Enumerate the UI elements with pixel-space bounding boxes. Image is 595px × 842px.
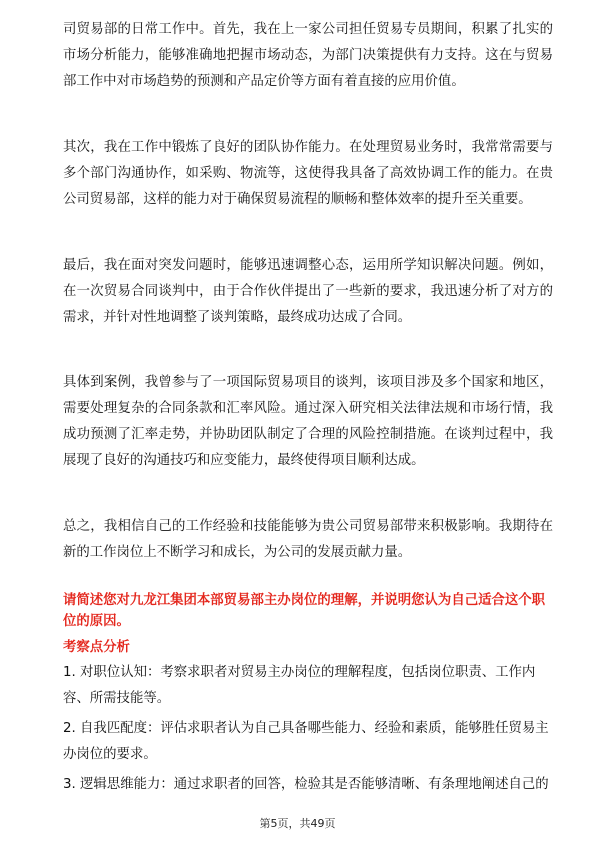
analysis-item-1: 1. 对职位认知：考察求职者对贸易主办岗位的理解程度，包括岗位职责、工作内容、所需技能等。 [63,665,536,706]
paragraph-5: 总之，我相信自己的工作经验和技能能够为贵公司贸易部带来积极影响。我期待在新的工作岗位上不断学习和成长，为公司的发展贡献力量。 [63,519,553,560]
paragraph-2: 其次，我在工作中锻炼了良好的团队协作能力。在处理贸易业务时，我常常需要与多个部门沟通协作，如采购、物流等，这使得我具备了高效协调工作的能力。在贵公司贸易部，这样的能力对于确保贸易流程的顺畅和整体效率的提升至关重要。 [63,140,553,207]
paragraph-3: 最后，我在面对突发问题时，能够迅速调整心态，运用所学知识解决问题。例如，在一次贸易合同谈判中，由于合作伙伴提出了一些新的要求，我迅速分析了对方的需求，并针对性地调整了谈判策略，最终成功达成了合同。 [63,258,553,325]
paragraph-1: 司贸易部的日常工作中。首先，我在上一家公司担任贸易专员期间，积累了扎实的市场分析能力，能够准确地把握市场动态，为部门决策提供有力支持。这在与贸易部工作中对市场趋势的预测和产品定价等方面有着直接的应用价值。 [63,22,553,89]
analysis-title: 考察点分析 [63,640,130,655]
analysis-item-3: 3. 逻辑思维能力：通过求职者的回答，检验其是否能够清晰、有条理地阐述自己的 [63,777,549,792]
page-number: 第5页，共49页 [259,817,336,830]
analysis-item-2: 2. 自我匹配度：评估求职者认为自己具备哪些能力、经验和素质，能够胜任贸易主办岗位的要求。 [63,721,549,762]
interview-question: 请简述您对九龙江集团本部贸易部主办岗位的理解，并说明您认为自己适合这个职位的原因。 [63,593,546,629]
paragraph-4: 具体到案例，我曾参与了一项国际贸易项目的谈判，该项目涉及多个国家和地区，需要处理复杂的合同条款和汇率风险。通过深入研究相关法律法规和市场行情，我成功预测了汇率走势，并协助团队制定了合理的风险控制措施。在谈判过程中，我展现了良好的沟通技巧和应变能力，最终使得项目顺利达成。 [63,375,553,468]
